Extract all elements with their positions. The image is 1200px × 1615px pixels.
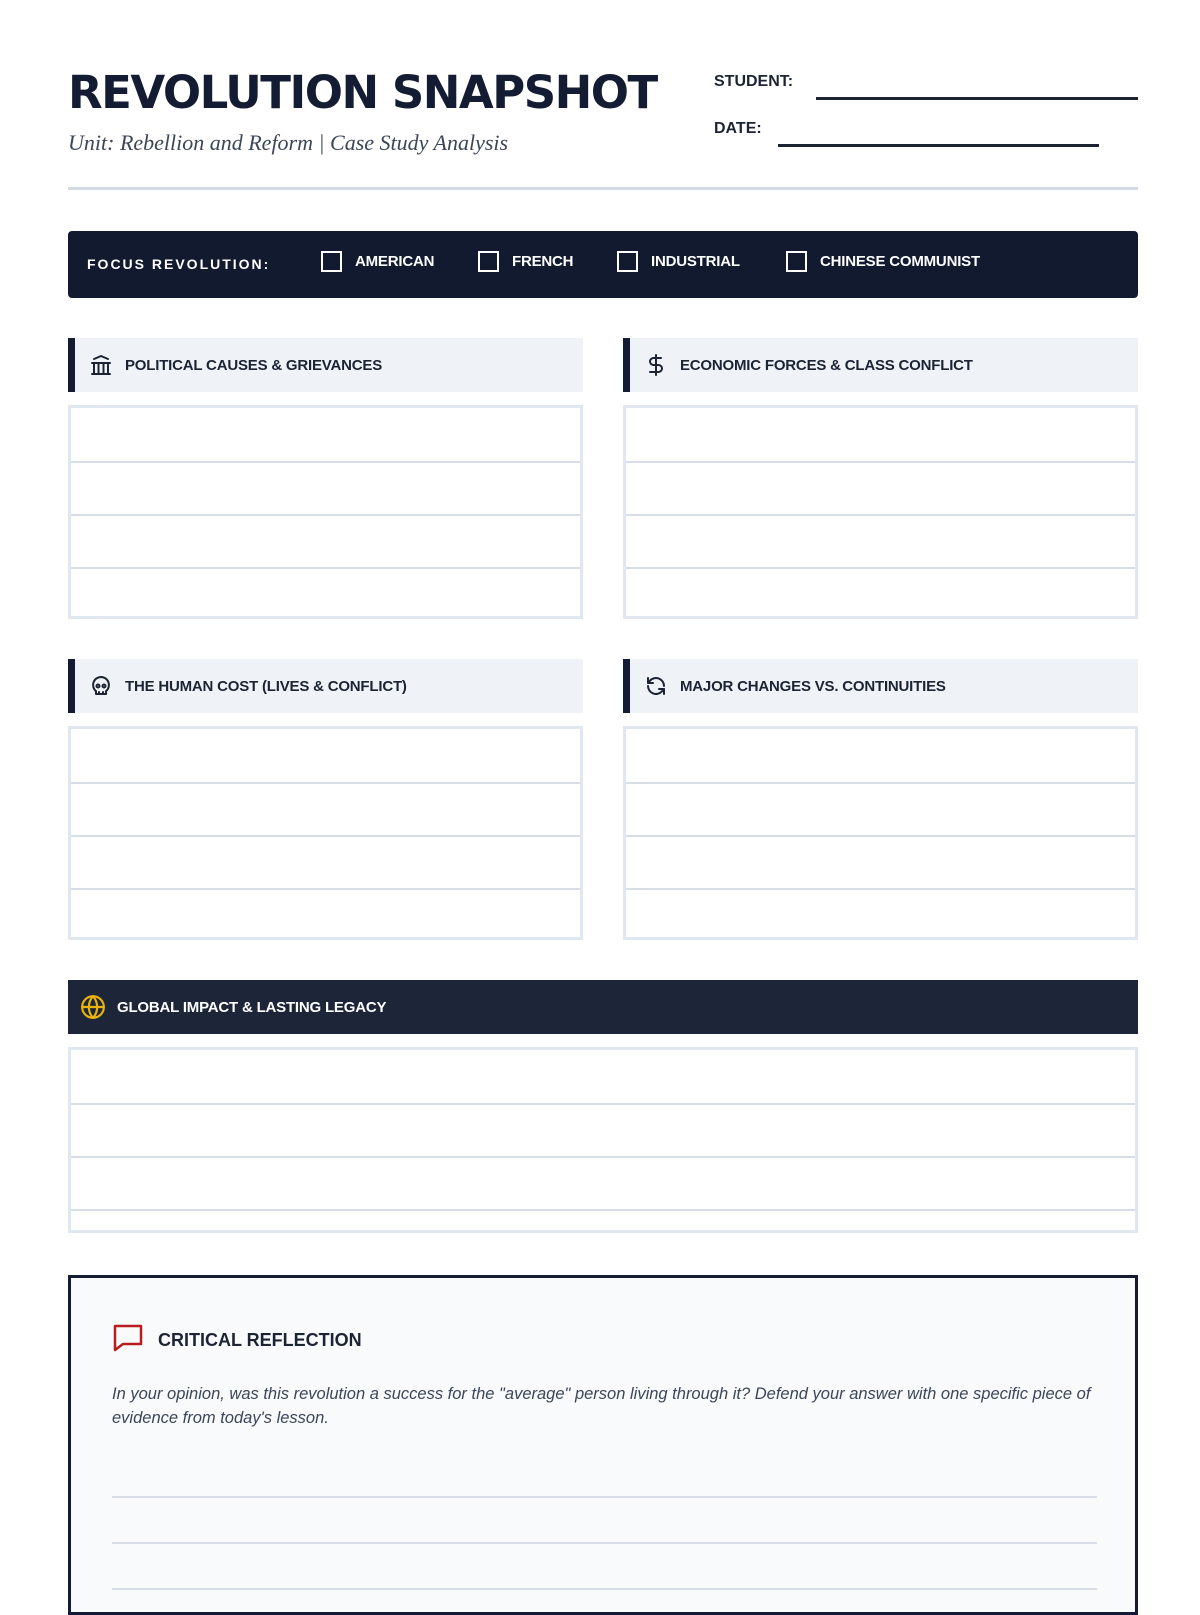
focus-revolution-bar [68,231,1138,298]
section-title: POLITICAL CAUSES & GRIEVANCES [125,356,383,374]
option-american[interactable] [321,251,434,272]
focus-label: FOCUS REVOLUTION: [87,256,271,272]
speech-bubble-icon [112,1323,144,1358]
critical-reflection-box [68,1275,1138,1615]
reflection-prompt: In your opinion, was this revolution a success for the "average" person living through it? Defend your answer with one specific piece of evidence from today's lesson. [112,1385,1091,1427]
reflection-header [112,1323,362,1358]
section-human-cost-header [68,659,583,713]
section-global-header [68,980,1138,1034]
header-divider [68,187,1138,190]
option-label: FRENCH [512,253,574,270]
refresh-icon [643,673,669,699]
checkbox-french[interactable] [478,251,499,272]
reflection-title: CRITICAL REFLECTION [158,1330,362,1350]
landmark-icon [88,352,114,378]
date-label: DATE: [714,120,762,137]
skull-icon [88,673,114,699]
dollar-icon [643,352,669,378]
section-title: ECONOMIC FORCES & CLASS CONFLICT [680,356,973,374]
reflection-answer-line[interactable] [112,1542,1097,1544]
changes-answer-area[interactable] [623,726,1138,940]
reflection-answer-line[interactable] [112,1588,1097,1590]
option-label: AMERICAN [355,253,435,270]
economic-answer-area[interactable] [623,405,1138,619]
checkbox-industrial[interactable] [617,251,638,272]
global-answer-area[interactable] [68,1047,1138,1233]
section-title: THE HUMAN COST (LIVES & CONFLICT) [125,677,407,695]
section-political-header [68,338,583,392]
human-cost-answer-area[interactable] [68,726,583,940]
option-french[interactable] [478,251,573,272]
political-answer-area[interactable] [68,405,583,619]
option-label: CHINESE COMMUNIST [820,253,980,270]
date-line[interactable] [778,144,1099,147]
page-title: REVOLUTION SNAPSHOT [68,66,657,119]
page-subtitle: Unit: Rebellion and Reform | Case Study Analysis [68,130,509,155]
student-name-line[interactable] [816,97,1138,100]
globe-icon [80,994,106,1020]
worksheet-page [68,0,1138,1600]
option-industrial[interactable] [617,251,740,272]
student-label: STUDENT: [714,73,794,90]
reflection-answer-line[interactable] [112,1496,1097,1498]
checkbox-american[interactable] [321,251,342,272]
section-changes-header [623,659,1138,713]
section-title: MAJOR CHANGES VS. CONTINUITIES [680,677,946,695]
student-info-fields [714,0,1138,160]
section-title: GLOBAL IMPACT & LASTING LEGACY [117,998,387,1016]
option-label: INDUSTRIAL [651,253,740,270]
option-chinese-communist[interactable] [786,251,980,272]
checkbox-chinese-communist[interactable] [786,251,807,272]
section-economic-header [623,338,1138,392]
